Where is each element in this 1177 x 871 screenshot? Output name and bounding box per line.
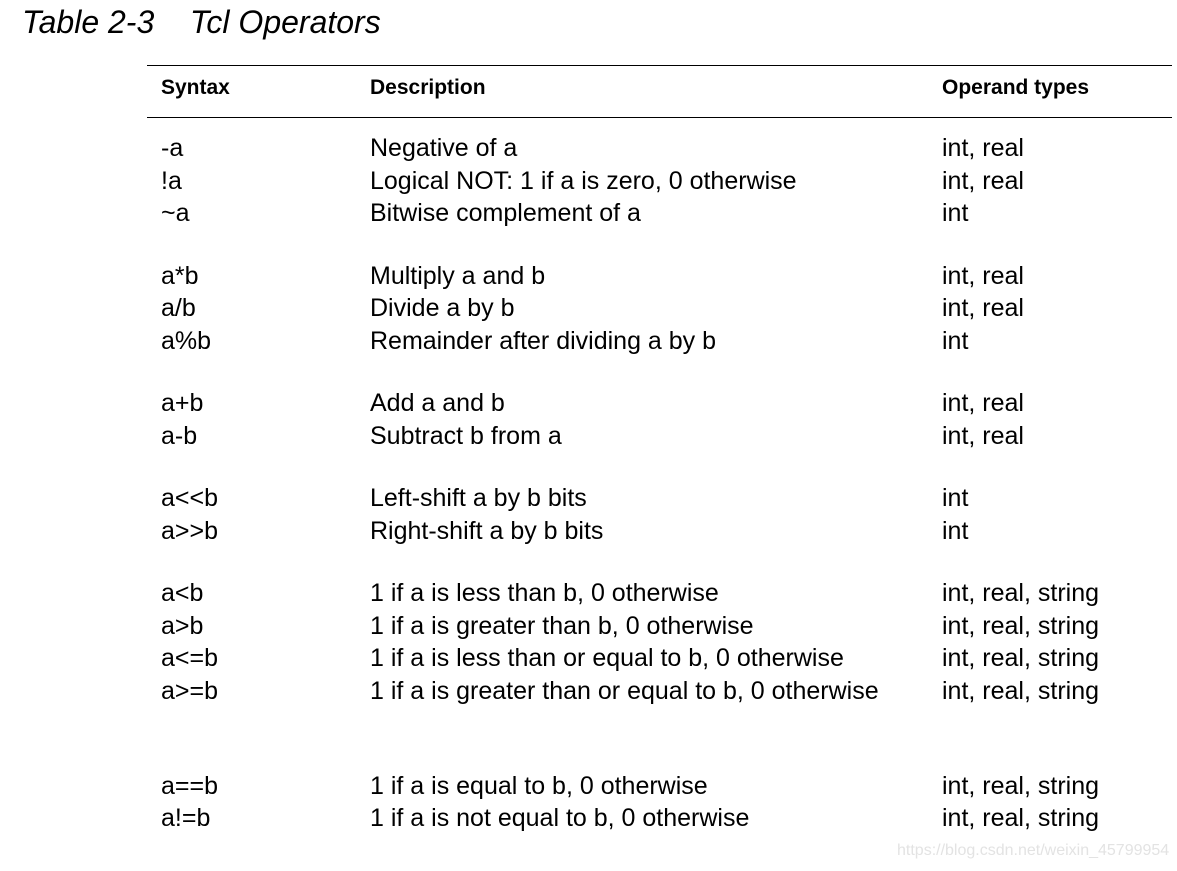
table-row bbox=[0, 577, 1177, 610]
table-row bbox=[0, 642, 1177, 675]
syntax-cell: a<<b bbox=[161, 484, 219, 512]
operator-group bbox=[0, 132, 1177, 230]
description-cell: 1 if a is greater than b, 0 otherwise bbox=[370, 611, 754, 640]
operand-types-cell: int, real, string bbox=[942, 676, 1100, 705]
operand-types-cell: int, real bbox=[942, 421, 1024, 450]
table-row bbox=[0, 482, 1177, 515]
operand-types-cell: int, real, string bbox=[942, 644, 1100, 672]
operator-group bbox=[0, 770, 1177, 835]
table-body bbox=[0, 132, 1177, 865]
header-syntax: Syntax bbox=[161, 76, 230, 99]
description-cell: Multiply a and b bbox=[370, 261, 546, 290]
table-row bbox=[0, 420, 1177, 453]
description-cell: Remainder after dividing a by b bbox=[370, 326, 717, 355]
description-cell: Right-shift a by b bits bbox=[370, 516, 604, 545]
table-row bbox=[0, 515, 1177, 548]
syntax-cell: a>>b bbox=[161, 516, 219, 545]
syntax-cell: a%b bbox=[161, 326, 212, 355]
operand-types-cell: int, real bbox=[942, 261, 1024, 290]
syntax-cell: a<b bbox=[161, 579, 204, 607]
table-row bbox=[0, 387, 1177, 420]
syntax-cell: !a bbox=[161, 166, 182, 195]
header-description: Description bbox=[370, 76, 486, 99]
description-cell: Negative of a bbox=[370, 134, 518, 162]
table-row bbox=[0, 197, 1177, 230]
top-rule bbox=[147, 65, 1172, 66]
syntax-cell: a>b bbox=[161, 611, 204, 640]
operand-types-cell: int bbox=[942, 326, 969, 355]
operand-types-cell: int, real, string bbox=[942, 771, 1100, 800]
syntax-cell: a>=b bbox=[161, 676, 219, 705]
operand-types-cell: int, real, string bbox=[942, 611, 1100, 640]
operand-types-cell: int, real bbox=[942, 134, 1024, 162]
table-row bbox=[0, 292, 1177, 325]
table-row bbox=[0, 770, 1177, 803]
operand-types-cell: int, real, string bbox=[942, 804, 1100, 832]
watermark: https://blog.csdn.net/weixin_45799954 bbox=[897, 842, 1170, 859]
table-row bbox=[0, 165, 1177, 198]
table-row bbox=[0, 260, 1177, 293]
operand-types-cell: int, real bbox=[942, 389, 1024, 417]
syntax-cell: a<=b bbox=[161, 644, 219, 672]
syntax-cell: ~a bbox=[161, 199, 190, 227]
description-cell: Logical NOT: 1 if a is zero, 0 otherwise bbox=[370, 166, 797, 195]
operand-types-cell: int bbox=[942, 199, 969, 227]
table-row bbox=[0, 132, 1177, 165]
description-cell: Left-shift a by b bits bbox=[370, 484, 587, 512]
operand-types-cell: int bbox=[942, 484, 969, 512]
operator-group bbox=[0, 482, 1177, 547]
syntax-cell: a-b bbox=[161, 421, 198, 450]
syntax-cell: a==b bbox=[161, 771, 219, 800]
table-title: Table 2-3 Tcl Operators bbox=[22, 4, 381, 40]
syntax-cell: a*b bbox=[161, 261, 199, 290]
description-cell: Bitwise complement of a bbox=[370, 199, 641, 227]
header-rule bbox=[147, 117, 1172, 118]
description-cell: Divide a by b bbox=[370, 294, 515, 322]
description-cell: 1 if a is equal to b, 0 otherwise bbox=[370, 771, 708, 800]
header-operand-types: Operand types bbox=[942, 76, 1090, 99]
table-row bbox=[0, 610, 1177, 643]
operand-types-cell: int, real bbox=[942, 166, 1024, 195]
operand-types-cell: int, real, string bbox=[942, 579, 1100, 607]
operator-group bbox=[0, 577, 1177, 740]
operator-group bbox=[0, 260, 1177, 358]
operand-types-cell: int bbox=[942, 516, 969, 545]
description-cell: Subtract b from a bbox=[370, 421, 562, 450]
description-cell: 1 if a is not equal to b, 0 otherwise bbox=[370, 804, 750, 832]
syntax-cell: -a bbox=[161, 134, 184, 162]
syntax-cell: a/b bbox=[161, 294, 196, 322]
table-row bbox=[0, 675, 1177, 740]
operator-group bbox=[0, 387, 1177, 452]
table-row bbox=[0, 325, 1177, 358]
syntax-cell: a!=b bbox=[161, 804, 211, 832]
description-cell: 1 if a is less than or equal to b, 0 otherwise bbox=[370, 644, 844, 672]
syntax-cell: a+b bbox=[161, 389, 204, 417]
description-cell: Add a and b bbox=[370, 389, 505, 417]
table-row bbox=[0, 802, 1177, 835]
description-cell: 1 if a is less than b, 0 otherwise bbox=[370, 579, 719, 607]
description-cell: 1 if a is greater than or equal to b, 0 otherwise bbox=[370, 676, 879, 705]
operand-types-cell: int, real bbox=[942, 294, 1024, 322]
